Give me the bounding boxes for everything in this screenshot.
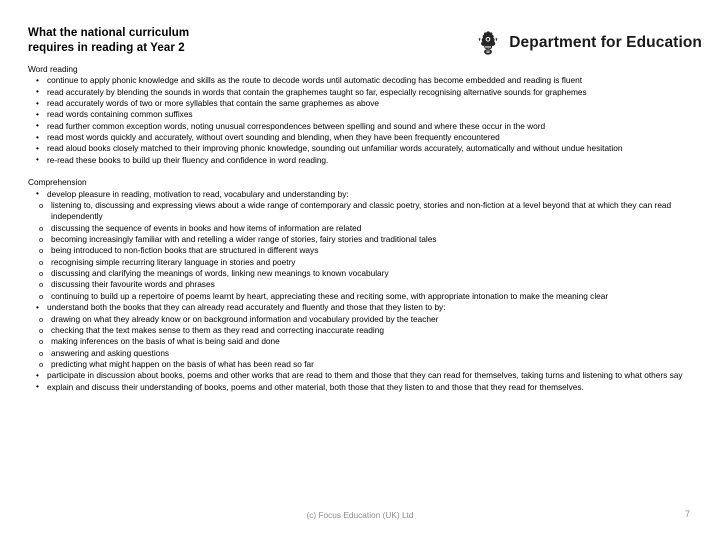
bullet-icon: • [36,74,39,85]
bullet-icon: • [36,120,39,131]
list-item-text: read accurately by blending the sounds in words that contain the graphemes taught so far, especially recognising alternative sounds for graphemes [47,86,587,97]
bullet-icon: o [39,235,44,245]
list-item [28,121,700,132]
bullet-icon: o [39,223,44,233]
list-item [28,302,700,313]
list-item [28,143,700,154]
bullet-icon: • [36,86,39,97]
bullet-icon: o [39,314,44,324]
list-item-text: recognising simple recurring literary language in stories and poetry [51,256,296,267]
list-item [28,234,700,245]
list-item [28,314,700,325]
bullet-icon: o [39,348,44,358]
list-item [28,268,700,279]
list-item [28,98,700,109]
bullet-icon: o [39,280,44,290]
list-item-text: read further common exception words, noting unusual correspondences between spelling and sound and where these occur in the word [47,120,546,131]
footer-page-number: 7 [684,509,690,519]
bullet-icon: • [36,301,39,312]
bullet-icon: • [36,381,39,392]
comprehension-list-2 [28,302,700,313]
list-item [28,325,700,336]
list-item-text: read most words quickly and accurately, without overt sounding and blending, when they have been frequently encountered [47,132,500,143]
comprehension-list [28,189,700,200]
list-item [28,223,700,234]
list-item [28,87,700,98]
list-item-text: develop pleasure in reading, motivation to read, vocabulary and understanding by: [47,188,349,199]
bullet-icon: • [36,142,39,153]
list-item-text: discussing the sequence of events in books and how items of information are related [51,222,362,233]
list-item [28,291,700,302]
comprehension-sublist-2 [28,314,700,371]
list-item-text: continuing to build up a repertoire of poems learnt by heart, appreciating these and reciting some, with appropriate intonation to make the meaning clear [51,290,609,301]
page-title-line-2: requires in reading at Year 2 [28,42,185,54]
list-item-text: continue to apply phonic knowledge and skills as the route to decode words until automatic decoding has become embedded and reading is fluent [47,75,583,86]
list-item-text: being introduced to non-fiction books that are structured in different ways [51,245,319,256]
list-item-text: re-read these books to build up their fluency and confidence in word reading. [47,154,329,165]
list-item [28,370,700,381]
page-title-line-1: What the national curriculum [28,27,190,39]
section-comprehension [28,177,700,393]
list-item-text: drawing on what they already know or on background information and vocabulary provided by the teacher [51,313,439,324]
list-item-text: becoming increasingly familiar with and retelling a wider range of stories, fairy stories and traditional tales [51,234,437,245]
list-item [28,189,700,200]
list-item-text: read aloud books closely matched to their improving phonic knowledge, sounding out unfamiliar words accurately, automatically and without undue hesitation [47,143,623,154]
list-item-text: understand both the books that they can already read accurately and fluently and those that they listen to by: [47,302,446,313]
section-heading: Comprehension [28,177,87,188]
bullet-icon: o [39,269,44,279]
page-title [28,26,358,56]
bullet-icon: • [36,97,39,108]
curriculum-content [28,64,700,393]
list-item [28,155,700,166]
list-item [28,245,700,256]
list-item [28,382,700,393]
bullet-icon: o [39,246,44,256]
list-item-text: read accurately words of two or more syllables that contain the same graphemes as above [47,98,380,109]
list-item [28,75,700,86]
comprehension-list-3 [28,370,700,393]
list-item [28,200,700,223]
list-item [28,257,700,268]
list-item-text: checking that the text makes sense to them as they read and correcting inaccurate reading [51,324,384,335]
list-item-text: answering and asking questions [51,347,170,358]
dfe-royal-crest-icon [475,30,501,56]
bullet-icon: • [36,131,39,142]
bullet-icon: • [36,188,39,199]
list-item [28,109,700,120]
list-item-text: listening to, discussing and expressing views about a wide range of contemporary and classic poetry, stories and non-fiction at a level beyond that at which they can read independently [51,200,672,222]
list-item [28,279,700,290]
bullet-icon: o [39,291,44,301]
list-item-text: making inferences on the basis of what is being said and done [51,336,280,347]
footer-copyright: (c) Focus Education (UK) Ltd [306,510,414,520]
section-spacer [28,166,700,177]
list-item [28,359,700,370]
list-item-text: explain and discuss their understanding of books, poems and other material, both those that they listen to and those that they read for themselves. [47,381,584,392]
list-item [28,132,700,143]
list-item-text: discussing and clarifying the meanings of words, linking new meanings to known vocabulary [51,268,389,279]
list-item-text: predicting what might happen on the basis of what has been read so far [51,358,314,369]
section-heading: Word reading [28,64,78,74]
list-item [28,348,700,359]
dfe-logo [475,30,702,56]
bullet-icon: • [36,154,39,165]
bullet-icon: o [39,257,44,267]
bullet-icon: o [39,337,44,347]
section-word-reading [28,64,700,166]
list-item [28,336,700,347]
bullet-icon: • [36,369,39,380]
bullet-icon: o [39,201,44,211]
dfe-logo-text: Department for Education [509,34,702,51]
bullet-icon: o [39,359,44,369]
comprehension-sublist-1 [28,200,700,302]
word-reading-list [28,75,700,166]
list-item-text: discussing their favourite words and phrases [51,279,215,290]
bullet-icon: o [39,325,44,335]
list-item-text: participate in discussion about books, poems and other works that are read to them and those that they can read for themselves, taking turns and listening to what others say [47,370,683,381]
list-item-text: read words containing common suffixes [47,109,193,120]
bullet-icon: • [36,108,39,119]
